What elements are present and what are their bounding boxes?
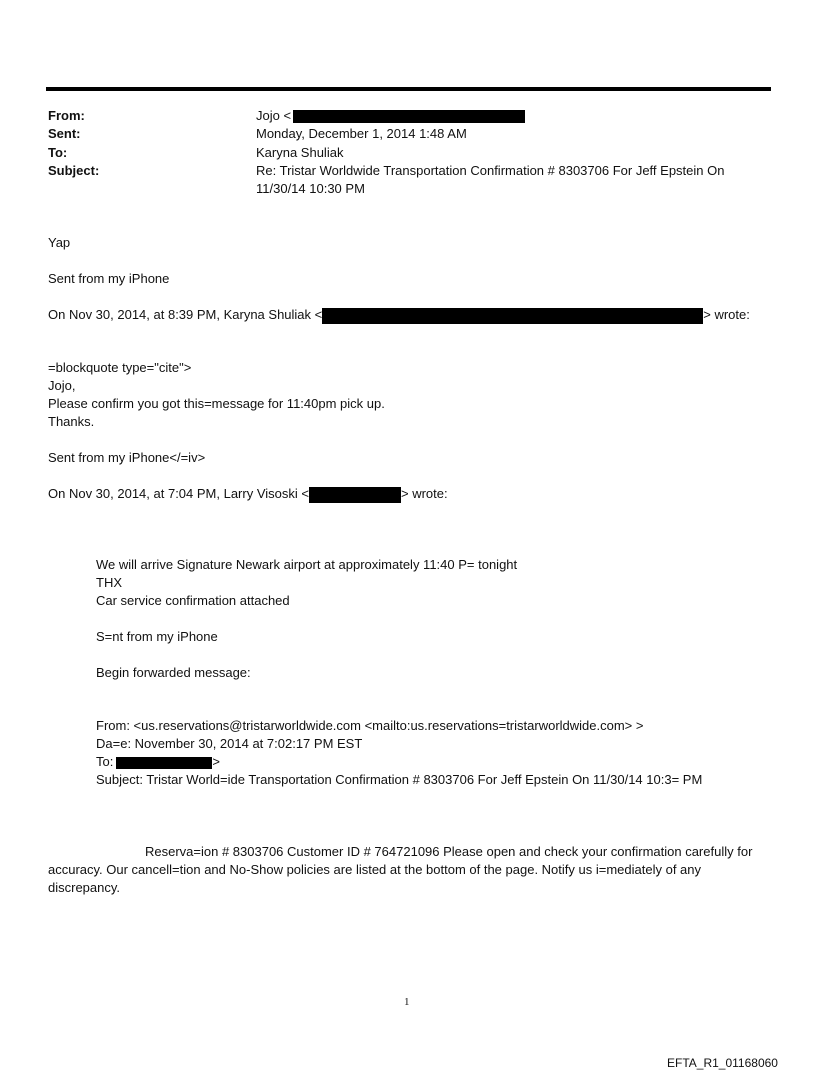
begin-forwarded-text: Begin forwarded message: — [96, 665, 251, 680]
signature-1: Sent from my iPhone — [48, 271, 170, 286]
quote-header-1-suffix: > wrote: — [703, 307, 750, 322]
from-label: From: — [48, 108, 85, 123]
reservation-paragraph: Reserva=ion # 8303706 Customer ID # 764721096 Please open and check your confirmation carefully for accuracy. Our cancell=tion and No-Show policies are listed at the bottom of the page. Notify us i=mediately of any discrepancy. — [48, 844, 753, 895]
forwarded-subject: Subject: Tristar World=ide Transportation Confirmation # 8303706 For Jeff Epstein On 11/30/14 10:3= PM — [96, 772, 703, 787]
redaction-block — [293, 110, 525, 123]
quote-header-1 — [48, 307, 750, 324]
subject-line-1: Re: Tristar Worldwide Transportation Confirmation # 8303706 For Jeff Epstein On — [256, 163, 725, 178]
page-number: 1 — [404, 996, 410, 1008]
thanks-text: Thanks. — [48, 414, 95, 429]
header-rule — [46, 87, 771, 91]
forwarded-to-prefix: To: — [96, 754, 114, 769]
quote-header-2-prefix: On Nov 30, 2014, at 7:04 PM, Larry Visoski < — [48, 486, 309, 501]
signature-2: Sent from my iPhone</=iv> — [48, 450, 206, 465]
forwarded-to-suffix: > — [212, 754, 220, 769]
quote-header-1-prefix: On Nov 30, 2014, at 8:39 PM, Karyna Shuliak < — [48, 307, 323, 322]
arrival-text: We will arrive Signature Newark airport at approximately 11:40 P= tonight — [96, 557, 518, 572]
sent-label: Sent: — [48, 126, 81, 141]
bates-number: EFTA_R1_01168060 — [667, 1056, 778, 1070]
forwarded-to — [96, 754, 220, 769]
thx-text: THX — [96, 575, 122, 590]
quote-header-2-suffix: > wrote: — [400, 486, 448, 501]
forwarded-date: Da=e: November 30, 2014 at 7:02:17 PM EST — [96, 736, 363, 751]
from-value — [256, 108, 525, 123]
blockquote-artifact: =blockquote type="cite"> — [48, 360, 192, 375]
reply-text: Yap — [48, 235, 71, 250]
from-name: Jojo < — [256, 108, 292, 123]
subject-label: Subject: — [48, 163, 100, 178]
subject-line-2: 11/30/14 10:30 PM — [256, 181, 365, 196]
sent-value: Monday, December 1, 2014 1:48 AM — [256, 126, 467, 141]
signature-3: S=nt from my iPhone — [96, 629, 218, 644]
forwarded-from: From: <us.reservations@tristarworldwide.com <mailto:us.reservations=tristarworldwide.com> > — [96, 718, 644, 733]
redaction-block — [322, 308, 703, 324]
greeting: Jojo, — [48, 378, 76, 393]
redaction-block — [309, 487, 401, 503]
to-label: To: — [48, 145, 68, 160]
request-text: Please confirm you got this=message for 11:40pm pick up. — [48, 396, 385, 411]
to-value: Karyna Shuliak — [256, 145, 344, 160]
redaction-block — [116, 757, 212, 769]
quote-header-2 — [48, 486, 448, 503]
car-service-text: Car service confirmation attached — [96, 593, 290, 608]
